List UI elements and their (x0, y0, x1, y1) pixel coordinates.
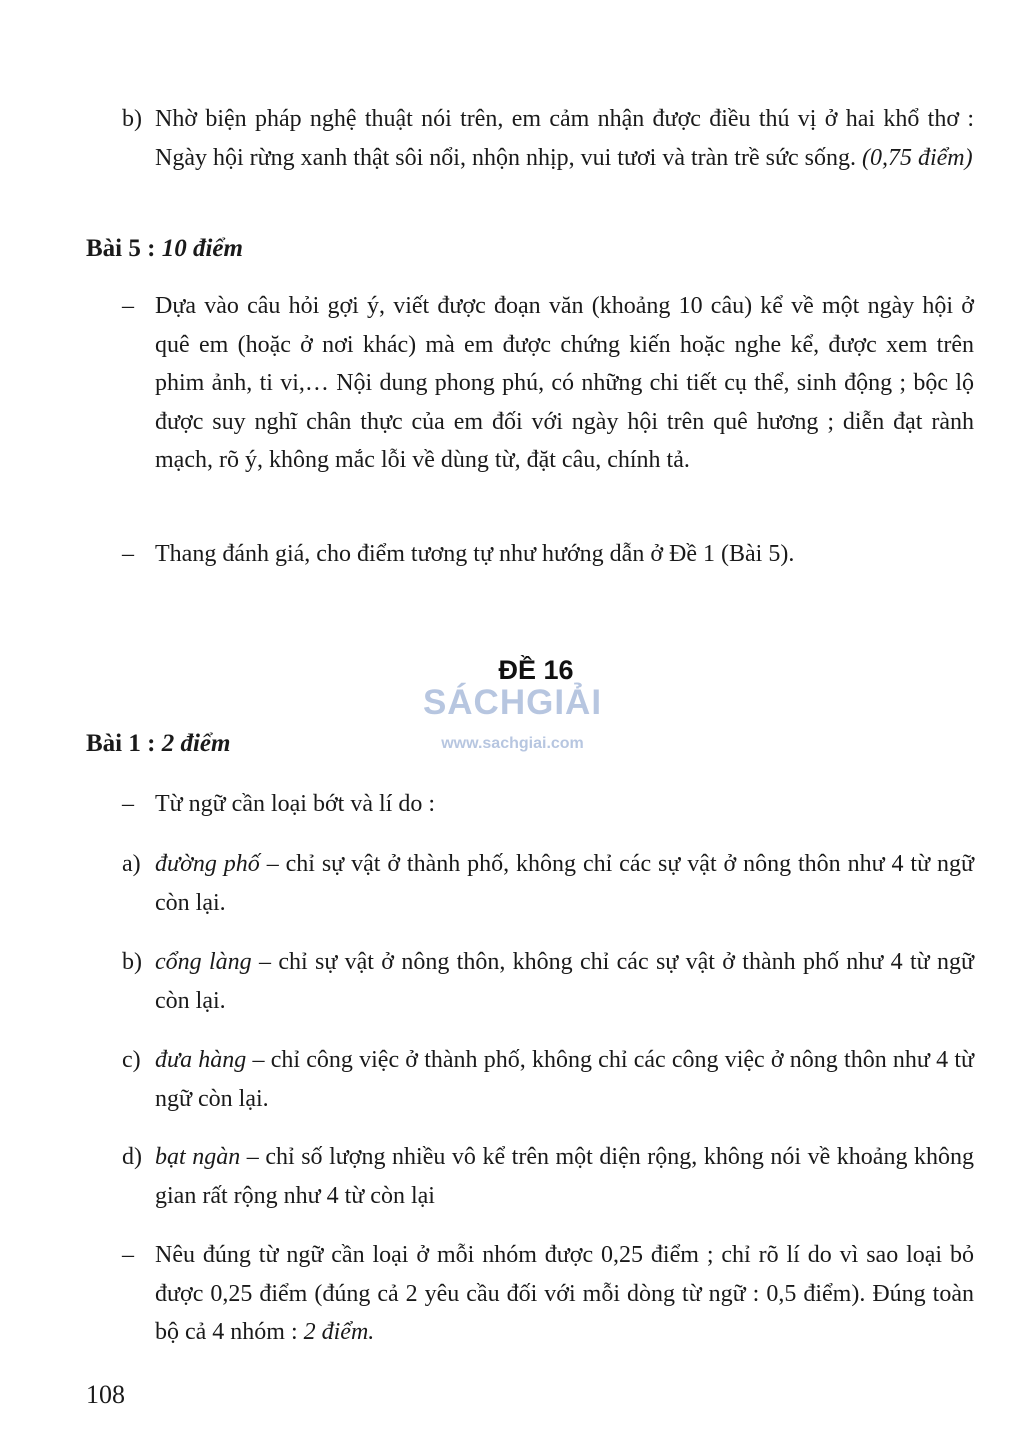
bai1-item-b (122, 943, 974, 1020)
item-text: Nhờ biện pháp nghệ thuật nói trên, em cảm nhận được điều thú vị ở hai khổ thơ : Ngày hội rừng xanh thật sôi nổi, nhộn nhịp, vui tươi và tràn trề sức sống. (155, 106, 974, 171)
dash-mark: – (122, 541, 134, 567)
watermark-logo (410, 680, 615, 772)
item-label: b) (122, 106, 142, 132)
dash-mark: – (122, 293, 134, 319)
page-number: 108 (86, 1380, 125, 1409)
item-text: Dựa vào câu hỏi gợi ý, viết được đoạn văn (khoảng 10 câu) kể về một ngày hội ở quê em (hoặc ở nơi khác) mà em được chứng kiến hoặc nghe kể, được xem trên phim ảnh, ti vi,… Nội dung phong phú, có những chi tiết cụ thể, sinh động ; bộc lộ được suy nghĩ chân thực của em đối với ngày hội trên quê hương ; diễn đạt rành mạch, rõ ý, không mắc lỗi về dùng từ, đặt câu, chính tả. (155, 293, 974, 473)
item-label: c) (122, 1047, 141, 1073)
bai1-item-d (122, 1138, 974, 1215)
item-label: d) (122, 1144, 142, 1170)
item-word: đưa hàng (155, 1047, 247, 1073)
bai5-item-1 (122, 287, 974, 480)
bai5-item-2 (122, 535, 974, 574)
bai1-item-a (122, 845, 974, 922)
item-text: – chỉ sự vật ở thành phố, không chỉ các sự vật ở nông thôn như 4 từ ngữ còn lại. (155, 851, 974, 916)
answer-item-b (122, 100, 974, 177)
item-text: – chỉ số lượng nhiều vô kể trên một diện rộng, không nói về khoảng không gian rất rộng như 4 từ còn lại (155, 1144, 975, 1209)
item-label: a) (122, 851, 141, 877)
item-word: đường phố (155, 851, 260, 877)
bai5-label: Bài 5 : (86, 235, 156, 262)
item-text: – chỉ công việc ở thành phố, không chỉ các công việc ở nông thôn như 4 từ ngữ còn lại. (155, 1047, 975, 1112)
bai5-heading (86, 230, 243, 268)
item-text: Từ ngữ cần loại bớt và lí do : (155, 791, 435, 817)
bai1-label: Bài 1 : (86, 730, 156, 757)
watermark-url: www.sachgiai.com (441, 735, 584, 752)
bai1-heading (86, 725, 230, 763)
bai1-final (122, 1236, 974, 1352)
bai5-score: 10 điểm (161, 235, 243, 262)
item-label: b) (122, 949, 142, 975)
item-score: 2 điểm. (303, 1319, 375, 1345)
item-text: Nêu đúng từ ngữ cần loại ở mỗi nhóm được 0,25 điểm ; chỉ rõ lí do vì sao loại bỏ được 0,25 điểm (đúng cả 2 yêu cầu đối với mỗi dòng từ ngữ : 0,5 điểm). Đúng toàn bộ cả 4 nhóm : (155, 1242, 974, 1345)
dash-mark: – (122, 1242, 134, 1268)
item-score: (0,75 điểm) (861, 144, 973, 171)
bai1-intro (122, 785, 974, 824)
watermark-text: SÁCHGIẢI (422, 683, 603, 722)
item-text: – chỉ sự vật ở nông thôn, không chỉ các sự vật ở thành phố như 4 từ ngữ còn lại. (155, 949, 974, 1014)
item-word: cổng làng (155, 949, 252, 975)
bai1-item-c (122, 1041, 974, 1118)
section-title: ĐỀ 16 (498, 655, 574, 685)
item-word: bạt ngàn (155, 1144, 241, 1170)
dash-mark: – (122, 791, 134, 817)
bai1-score: 2 điểm (161, 730, 231, 757)
item-text: Thang đánh giá, cho điểm tương tự như hướng dẫn ở Đề 1 (Bài 5). (155, 541, 795, 567)
